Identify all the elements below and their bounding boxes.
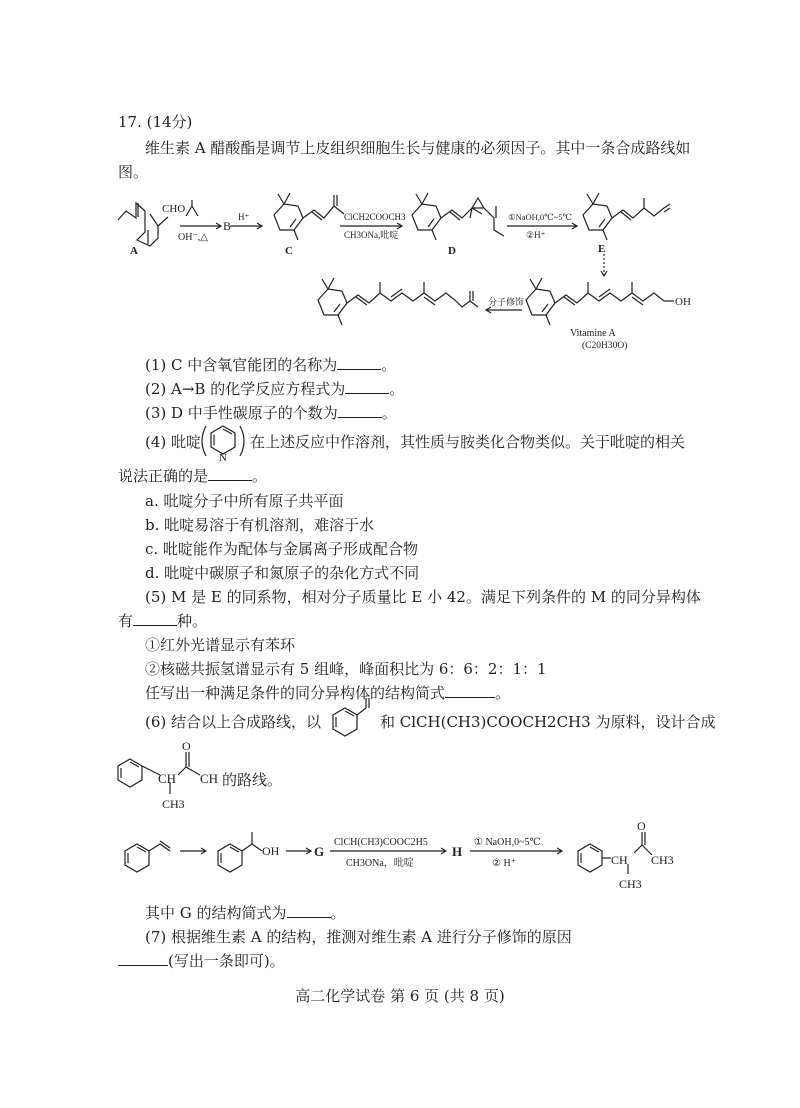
- question-4-text: 在上述反应中作溶剂，其性质与胺类化合物类似。关于吡啶的相关: [250, 433, 686, 451]
- arrow-b-c: [230, 223, 262, 229]
- intro-line-1: 维生素 A 醋酸酯是调节上皮组织细胞生长与健康的必须因子。其中一条合成路线如: [145, 139, 691, 157]
- target-ch-label: CH: [158, 771, 177, 786]
- answer-blank: [118, 951, 168, 966]
- vitamin-a-label: Vitamine A: [570, 328, 616, 339]
- answer-blank: [338, 403, 382, 418]
- question-5-line1: (5) M 是 E 的同系物，相对分子质量比 E 小 42。满足下列条件的 M 的同分异构体: [145, 588, 701, 606]
- label-d: D: [448, 245, 456, 257]
- answer-blank: [133, 611, 177, 626]
- scheme2-cond1: ClCH(CH3)COOC2H5: [334, 837, 428, 848]
- question-7-line1: (7) 根据维生素 A 的结构，推测对维生素 A 进行分子修饰的原因: [145, 928, 572, 946]
- scheme2-oh-label: OH: [262, 844, 280, 858]
- option-d: d. 吡啶中碳原子和氮原子的杂化方式不同: [145, 564, 420, 582]
- condition-a: OH⁻,△: [178, 232, 208, 243]
- question-6-g: 其中 G 的结构简式为 。: [145, 904, 346, 922]
- oh-label: OH: [675, 296, 691, 308]
- arrow-e-vitamin: [601, 254, 607, 276]
- condition-c1: ClCH2COOCH3: [344, 212, 406, 222]
- question-4-prefix: (4) 吡啶: [145, 433, 202, 451]
- answer-blank: [208, 466, 252, 481]
- answer-blank: [445, 683, 495, 698]
- question-4-line2: 说法正确的是 。: [118, 467, 268, 485]
- condition-f: 分子修饰: [488, 297, 525, 307]
- condition-d2: ②H⁺: [526, 230, 546, 240]
- question-2: (2) A→B 的化学反应方程式为 。: [145, 380, 405, 398]
- question-7-line2: (写出一条即可)。: [118, 951, 285, 971]
- intro-line-2: 图。: [118, 163, 149, 181]
- label-a: A: [130, 245, 138, 257]
- question-5-line2: 有 种。: [118, 612, 208, 630]
- condition-d1: ①NaOH,0℃~5℃: [508, 212, 573, 222]
- question-5-cond3: 任写出一种满足条件的同分异构体的结构简式 。: [145, 684, 511, 702]
- question-5-cond1: ①红外光谱显示有苯环: [145, 636, 296, 654]
- pyridine-n-label: N: [219, 452, 227, 464]
- option-c: c. 吡啶能作为配体与金属离子形成配合物: [145, 540, 418, 558]
- question-6-line3: 的路线。: [222, 771, 283, 789]
- label-b: B: [223, 219, 232, 233]
- compound-e-structure: [583, 193, 670, 240]
- arrow-vitamin-acetate: [486, 307, 522, 313]
- arrow-d-e: [507, 223, 577, 229]
- condition-c2: CH3ONa,吡啶: [344, 230, 399, 240]
- question-3: (3) D 中手性碳原子的个数为 。: [145, 404, 397, 422]
- vitamin-a-acetate-structure: [318, 278, 478, 325]
- compound-d-structure: [412, 193, 504, 240]
- styrene-structure: [333, 698, 369, 736]
- answer-blank: [337, 355, 381, 370]
- scheme2-cond2: CH3ONa，吡啶: [346, 858, 414, 869]
- compound-c-structure: [274, 193, 344, 240]
- compound-a-structure: [118, 203, 168, 246]
- question-6-prefix: (6) 结合以上合成路线，以: [145, 713, 322, 731]
- scheme2-o-label: O: [637, 819, 646, 833]
- vitamin-a-structure: [526, 278, 674, 325]
- arrow-a-b: [180, 200, 221, 229]
- answer-blank: [287, 903, 331, 918]
- question-5-cond2: ②核磁共振氢谱显示有 5 组峰，峰面积比为 6：6：2：1：1: [145, 660, 547, 678]
- scheme2-ch-label: CH: [611, 853, 628, 867]
- question-6-text: 和 ClCH(CH3)COOCH2CH3 为原料，设计合成: [380, 713, 716, 731]
- question-header: 17. (14分): [118, 113, 193, 131]
- scheme2-cond3: ① NaOH,0~5℃: [474, 837, 541, 848]
- arrow-c-d: [340, 223, 402, 229]
- page-footer: 高二化学试卷 第 6 页 (共 8 页): [295, 987, 505, 1005]
- vitamin-a-formula: (C20H30O): [582, 341, 628, 351]
- target-o-label: O: [182, 739, 191, 753]
- label-e: E: [598, 243, 606, 255]
- scheme2-cond4: ② H⁺: [492, 858, 516, 869]
- option-b: b. 吡啶易溶于有机溶剂，难溶于水: [145, 516, 375, 534]
- option-a: a. 吡啶分子中所有原子共平面: [145, 492, 344, 510]
- cho-label: CHO: [162, 203, 186, 215]
- scheme2-ch3a-label: CH3: [619, 877, 642, 891]
- label-c: C: [285, 245, 293, 257]
- target-ch3-label: CH3: [162, 797, 185, 811]
- question-1: (1) C 中含氧官能团的名称为 。: [145, 356, 397, 374]
- target-ch2-label: CH: [200, 771, 219, 786]
- scheme2-g-label: G: [314, 844, 325, 859]
- answer-blank: [345, 379, 389, 394]
- scheme2-h-label: H: [452, 844, 463, 859]
- scheme2-ch3b-label: CH3: [651, 853, 674, 867]
- condition-b: H⁺: [238, 212, 250, 222]
